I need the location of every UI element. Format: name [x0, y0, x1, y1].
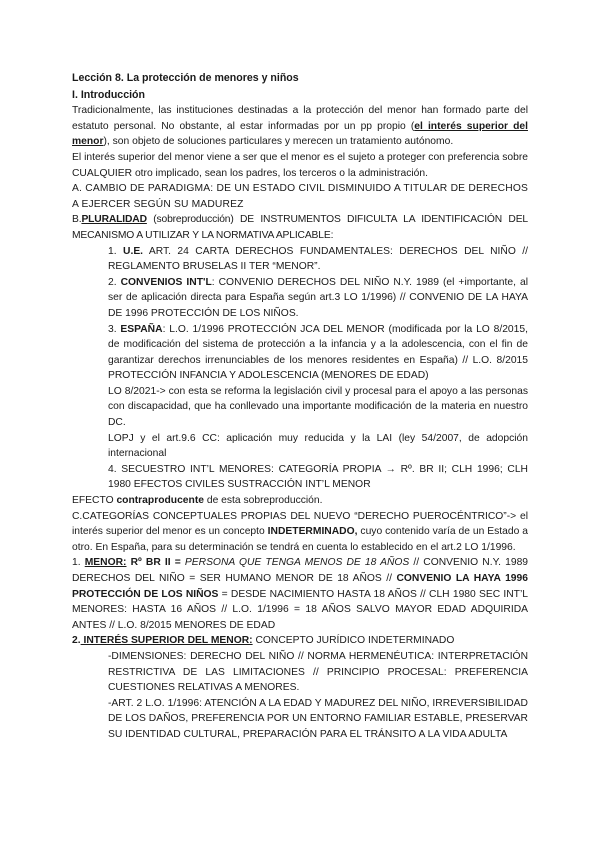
lesson-title: Lección 8. La protección de menores y niños	[72, 72, 299, 84]
list-item-espana: 3. ESPAÑA: L.O. 1/1996 PROTECCIÓN JCA DEL MENOR (modificada por la LO 8/2015, de modificación del sistema de protección a la infancia y a la adolescencia, con el fin de garantizar derechos irrenunciables de los menores residentes en España) // L.O. 8/2015 PROTECCIÓN INFANCIA Y ADOLESCENCIA (MENORES DE EDAD)	[108, 323, 528, 382]
menor-definition: 1. MENOR: Rº BR II = PERSONA QUE TENGA MENOS DE 18 AÑOS // CONVENIO N.Y. 1989 DERECHOS DEL NIÑO = SER HUMANO MENOR DE 18 AÑOS // CONVENIO LA HAYA 1996 PROTECCIÓN DE LOS NIÑOS = DESDE NACIMIENTO HASTA 18 AÑOS // CLH 1980 SEC INT’L MENORES: HASTA 16 AÑOS // L.O. 1/1996 = 18 AÑOS SALVO MAYOR EDAD ADQUIRIDA ANTES // L.O. 8/2015 MENORES DE EDAD	[72, 557, 529, 631]
list-item-convenios: 2. CONVENIOS INT'L: CONVENIO DERECHOS DEL NIÑO N.Y. 1989 (el +importante, al ser de aplicación directa para España según art.3 LO 1/1996) // CONVENIO DE LA HAYA DE 1996 PROTECCIÓN DE LOS NIÑOS.	[108, 276, 528, 319]
intro-paragraph-1: Tradicionalmente, las instituciones destinadas a la protección del menor han formado parte del estatuto personal. No obstante, al estar informadas por un pp propio (el interés superior del menor), son objeto de soluciones particulares y merecen un tratamiento autónomo.	[72, 105, 528, 148]
point-b: B.PLURALIDAD (sobreproducción) DE INSTRUMENTOS DIFICULTA LA IDENTIFICACIÓN DEL MECANISMO A UTILIZAR Y LA NORMATIVA APLICABLE:	[72, 214, 528, 241]
list-item-ue: 1. U.E. ART. 24 CARTA DERECHOS FUNDAMENTALES: DERECHOS DEL NIÑO // REGLAMENTO BRUSELAS II TER “MENOR”.	[108, 245, 528, 273]
lo-2021-note: LO 8/2021-> con esta se reforma la legislación civil y procesal para el apoyo a las personas con discapacidad, que ha conllevado una importante modificación de la materia en nuestro DC.	[108, 385, 528, 429]
interes-superior-heading: 2. INTERÉS SUPERIOR DEL MENOR: CONCEPTO JURÍDICO INDETERMINADO	[72, 635, 455, 647]
document-page	[72, 70, 528, 743]
efecto-line: EFECTO contraproducente de esta sobreproducción.	[72, 495, 323, 507]
lopj-note: LOPJ y el art.9.6 CC: aplicación muy reducida y la LAI (ley 54/2007, de adopción internacional	[108, 432, 528, 460]
point-c: C.CATEGORÍAS CONCEPTUALES PROPIAS DEL NUEVO “DERECHO PUEROCÉNTRICO”-> el interés superior del menor es un concepto INDETERMINADO, cuyo contenido varía de un Estado a otro. En España, para su determinación se tendrá en cuenta lo establecido en el art.2 LO 1/1996.	[72, 510, 528, 553]
pluralidad-keyword: PLURALIDAD	[81, 214, 147, 226]
art-2-lo-1996: -ART. 2 L.O. 1/1996: ATENCIÓN A LA EDAD Y MADUREZ DEL NIÑO, IRREVERSIBILIDAD DE LOS DAÑOS, PREFERENCIA POR UN ENTORNO FAMILIAR ESTABLE, PRESERVAR SU IDENTIDAD CULTURAL, PREPARACIÓN PARA EL TRÁNSITO A LA VIDA ADULTA	[108, 697, 528, 740]
point-a: A. CAMBIO DE PARADIGMA: DE UN ESTADO CIVIL DISMINUIDO A TITULAR DE DERECHOS A EJERCER SEGÚN SU MADUREZ	[72, 183, 528, 210]
interes-superior-highlight: el interés superior del menor	[72, 120, 528, 148]
section-title: I. Introducción	[72, 88, 145, 101]
dimensiones: -DIMENSIONES: DERECHO DEL NIÑO // NORMA HERMENÉUTICA: INTERPRETACIÓN RESTRICTIVA DE LAS LIMITACIONES // PRINCIPIO PROCESAL: PREFERENCIA CUESTIONES RELATIVAS A MENORES.	[108, 650, 528, 694]
list-item-secuestro: 4. SECUESTRO INT’L MENORES: CATEGORÍA PROPIA → Rº. BR II; CLH 1996; CLH 1980 EFECTOS CIVILES SUSTRACCIÓN INT’L MENOR	[108, 463, 528, 491]
intro-paragraph-2: El interés superior del menor viene a ser que el menor es el sujeto a proteger con preferencia sobre CUALQUIER otro implicado, sean los padres, los terceros o la administración.	[72, 151, 528, 179]
